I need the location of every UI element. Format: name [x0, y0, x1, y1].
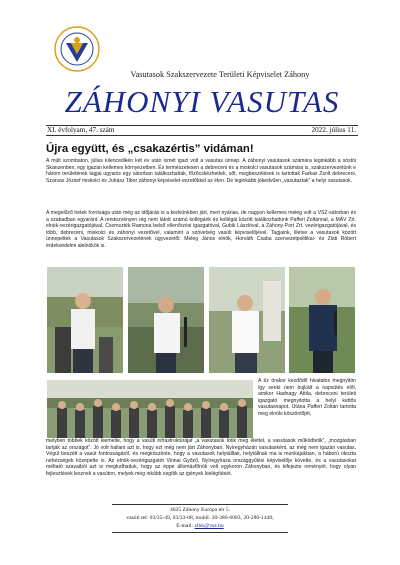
article-headline: Újra együtt, és „csakazértis” vidáman!	[46, 143, 254, 155]
footer-bottom-rule	[112, 532, 288, 533]
issue-number: XI. évfolyam, 47. szám	[47, 126, 115, 134]
event-photo-speaker-4	[289, 267, 355, 373]
masthead-title: ZÁHONYI VASUTAS	[64, 84, 340, 119]
union-logo	[54, 26, 100, 72]
organization-name: Vasutasok Szakszervezete Területi Képviselet Záhony	[130, 70, 310, 79]
event-photo-speaker-3	[209, 267, 285, 373]
event-photo-speaker-1	[47, 267, 123, 373]
footer-phones: vasúti tel: 03/35-49, 03/33-08, mobil: 30-386-6083, 20-286-1440,	[126, 515, 274, 521]
article-side-paragraph: A tíz órakor kezdődő hivatalos megnyitón így senki nem bujkált a napsütés elől, amikor Hadnagy Attila, debreceni területi igazgató megnyitotta a helyi kettős vasutasnapot. Utána Pafferi Zoltán tartotta meg elnöki köszöntőjét,	[258, 378, 356, 417]
event-photo-speaker-2	[128, 267, 204, 373]
footer-email-label: E-mail:	[176, 523, 194, 529]
article-paragraph-2: A megelőző hetek forrósága után még az időjárás is a kedvünkben járt, mert nyárias, de nagyon kellemes meleg volt a VSZ-sátorban és a szabadban egyaránt. A rendezvényen rég nem látott számú kollégánk és kollégái között találkozhattunk Pafferi Zoltánnal, a MÁV Zrt. elnök-vezérigazgatójával, Csomszték Ramona belső ellenőrzési igazgatóval, Gubik Lászlóval, a Záhony-Port Zrt. vezérigazgatójával, és több, debreceni, miskolci és záhonyi vezetővel, valamint a szövetség vasúti képviselőjével. Tagjaink, illetve a vasutasok között ünnepeltek a Vasutasok Szakszervezetének ügyvezetői: Meleg János elnök, Horváth Csaba szervezetpolitikai- és Zlati Róbert érdekvédelmi alelnökök is.	[46, 210, 356, 249]
issue-date: 2022. július 11.	[311, 126, 356, 134]
footer-address: 4625 Záhony Európa tér 5.	[169, 507, 231, 513]
footer-top-rule	[112, 504, 288, 505]
footer-contact	[112, 506, 288, 530]
event-photo-crowd	[47, 380, 253, 438]
article-paragraph-1: A múlt szombaton, július kilencedikén két év után ismét igazi volt a vasutas ünnep. A záhonyi vasutasok számára leginkább a sóstói Skanzenben, egy igazán kellemes környezetben. És természetesen a debreceni és a miskolci vasutasok számára is, szakszervezetünk e három területének tagjai ugyanis egy sátorban találkozhattak, főzőcskézhettek, sőt, megbeszélések is tartottak Farkas Zsolt debreceni, Szarvas József miskolci és Juhász Tibor záhonyi képviselet-vezetőkkel az élen. De leginkább jókedvűen „vasutaztak” a helyi vasutasok.	[46, 158, 356, 184]
footer-email-line	[112, 522, 288, 530]
footer-email-link[interactable]: zlhk@vsz.hu	[194, 523, 224, 529]
masthead-bottom-rule	[46, 135, 358, 136]
article-closing-paragraph: melyben többek között kiemelte, hogy a vasúti infrastruktúrájat „a vasutasok tötik meg élettel, a vasutasok működtetik”, „mozgásban tartják az országot”. Jó volt hallani azt is, hogy ezt még nem járt Záhonyban, Nyíregyházán vasutasként, az még nem igazán vasutas. Végül beszélt a vasút fontosságáról, és megköszönte, hogy a vasutasok helytálltak, helytállnak ma is munkájukban, a háború okozta nehézségek közepette is. Az elnök-vezérigazgatót Vinnai Győző, Nyíregyháza országgyűlési képviselője követte, és a vasutasokat méltató szavaiból azt is megtudhattuk, hogy az éppe állomásfőnök volt egykoron Záhonyban, és kifejezte reményét, hogy olyan fejlesztések lesznek a vasúton, melyek még inkább segítik az igények kielégítését.	[46, 438, 356, 477]
